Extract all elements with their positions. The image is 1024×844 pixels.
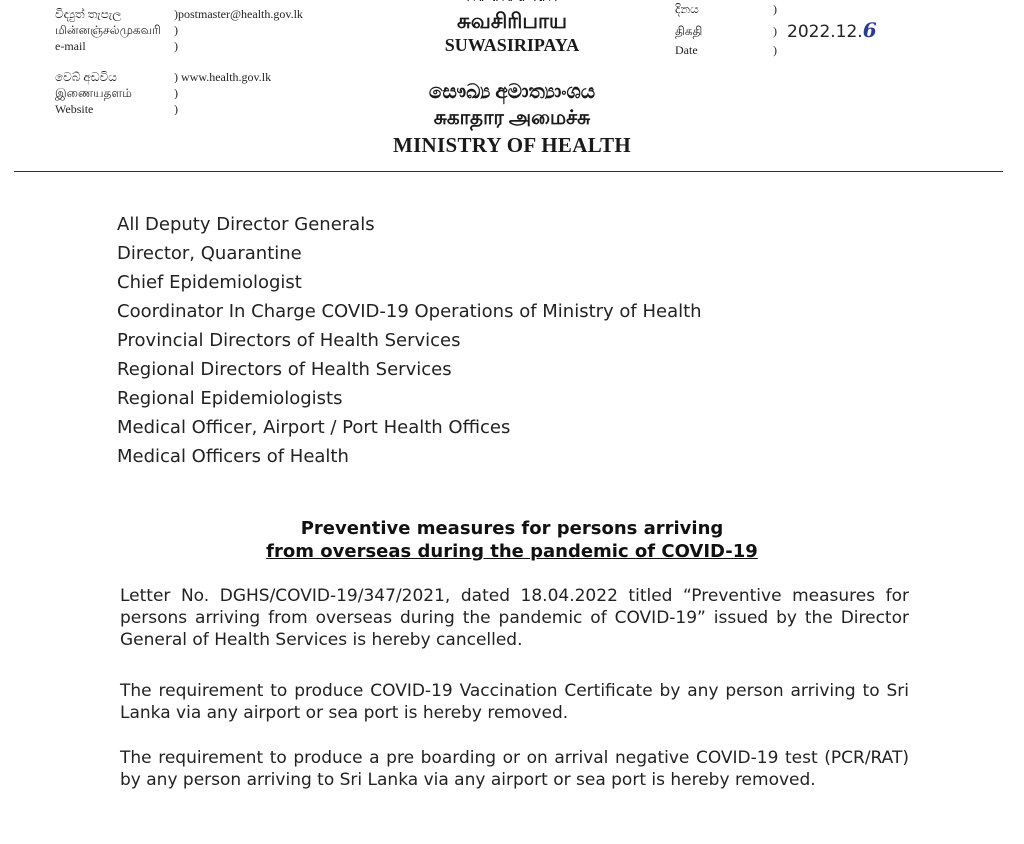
paren-mark: ): [174, 86, 178, 100]
recipient-item: Director, Quarantine: [117, 243, 302, 264]
website-label-sinhala: වෙබ් අඩවිය: [55, 70, 117, 84]
building-name-sinhala: [0, 0, 1024, 1]
paren-mark: ): [773, 2, 777, 16]
recipient-item: Medical Officer, Airport / Port Health Offices: [117, 417, 511, 438]
date-handwritten-day: 6: [862, 18, 877, 42]
paren-mark: ): [773, 43, 777, 57]
date-label-sinhala: දිනය: [675, 2, 699, 16]
body-paragraph: Letter No. DGHS/COVID-19/347/2021, dated 18.04.2022 titled “Preventive measures for persons arriving from overseas during the pandemic of COVID-19” issued by the Director General of Health Services is hereby cancelled.: [120, 586, 909, 650]
date-label-tamil: திகதி: [675, 24, 703, 38]
date-label-english: Date: [675, 43, 698, 57]
date-value: [787, 18, 877, 42]
recipient-item: Medical Officers of Health: [117, 446, 349, 467]
recipient-list: [117, 210, 702, 471]
paren-mark: ): [773, 24, 777, 38]
paren-mark: ): [174, 23, 178, 37]
body-paragraph: The requirement to produce a pre boarding or on arrival negative COVID-19 test (PCR/RAT) by any person arriving to Sri Lanka via any airport or sea port is hereby removed.: [120, 748, 909, 790]
paren-mark: ): [174, 102, 178, 116]
subject-line-2-text: from overseas during the pandemic of COVID-19: [266, 541, 758, 562]
building-name-english: SUWASIRIPAYA: [444, 35, 580, 55]
website-value[interactable]: ) www.health.gov.lk: [174, 70, 272, 84]
date-printed: 2022.12.: [787, 22, 863, 42]
email-label-sinhala: විද්‍යුත් තැපැල: [55, 7, 122, 21]
subject-line-1: Preventive measures for persons arriving: [300, 518, 724, 539]
website-label-tamil: இணையதளம்: [55, 86, 132, 100]
recipient-item: Chief Epidemiologist: [117, 272, 302, 293]
email-label-tamil: மின்னஞ்சல்முகவரி: [55, 23, 161, 37]
recipient-item: All Deputy Director Generals: [117, 214, 375, 235]
recipient-item: Provincial Directors of Health Services: [117, 330, 461, 351]
ministry-name-sinhala: සෞඛ්‍ය අමාත්‍යාංශය: [428, 81, 596, 103]
body-paragraph: The requirement to produce COVID-19 Vaccination Certificate by any person arriving to Sri Lanka via any airport or sea port is hereby removed.: [120, 681, 909, 723]
recipient-item: Coordinator In Charge COVID-19 Operations of Ministry of Health: [117, 301, 702, 322]
header-divider: [14, 171, 1003, 172]
email-label-english: e-mail: [55, 39, 86, 53]
subject-line-2: [0, 541, 1024, 562]
recipient-item: Regional Directors of Health Services: [117, 359, 452, 380]
recipient-item: Regional Epidemiologists: [117, 388, 343, 409]
website-label-english: Website: [55, 102, 94, 116]
email-value[interactable]: )postmaster@health.gov.lk: [174, 7, 303, 21]
ministry-name-tamil: சுகாதார அமைச்சு: [433, 107, 591, 129]
ministry-name-english: MINISTRY OF HEALTH: [392, 133, 632, 157]
building-name-tamil: சுவசிரிபாய: [457, 9, 567, 33]
paren-mark: ): [174, 39, 178, 53]
